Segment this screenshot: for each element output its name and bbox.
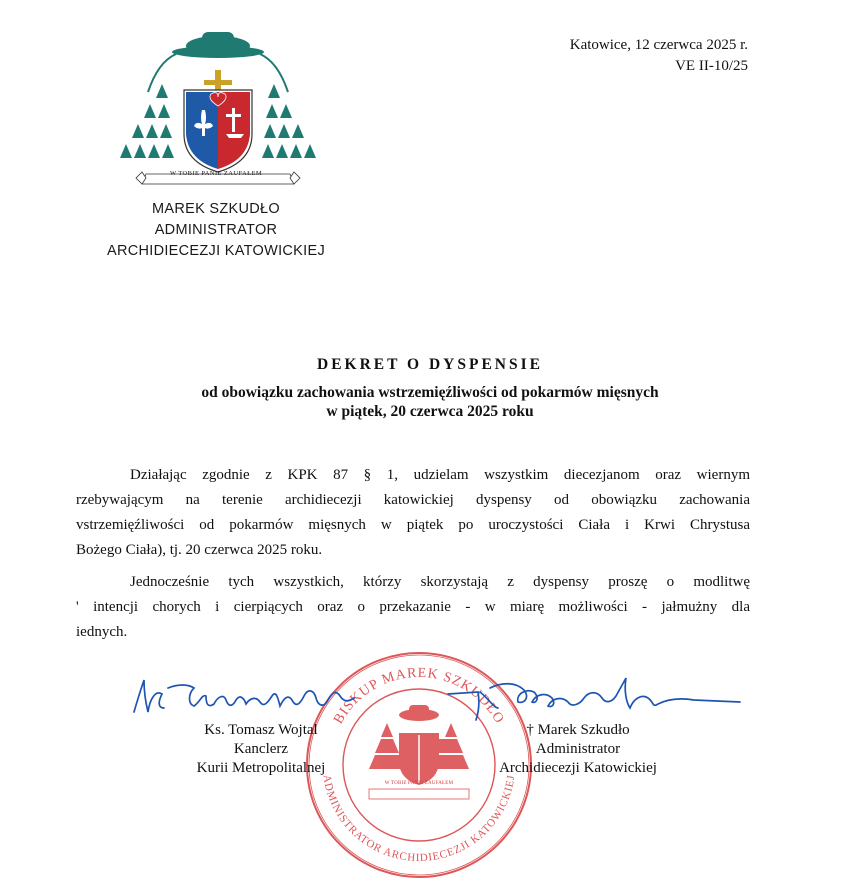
- paragraph-2-line: Jednocześnie tych wszystkich, którzy skorzystają z dyspensy proszę o modlitwę: [130, 574, 750, 590]
- decree-subtitle-line-2: w piątek, 20 czerwca 2025 roku: [326, 403, 534, 420]
- tassel-icon: [162, 144, 174, 158]
- coat-of-arms: [118, 22, 318, 192]
- tassel-icon: [134, 144, 146, 158]
- decree-subtitle-line-1: od obowiązku zachowania wstrzemięźliwości od pokarmów mięsnych: [201, 384, 659, 401]
- seal-ring-top: BISKUP MAREK SZKUDŁO: [331, 665, 507, 727]
- paragraph-2-line: ' intencji chorych i cierpiących oraz o przekazanie - w miarę możliwości - jałmużny dla: [76, 599, 750, 615]
- administrator-office: Archidiecezji Katowickiej: [499, 760, 657, 776]
- issuer-office: ARCHIDIECEZJI KATOWICKIEJ: [106, 243, 326, 259]
- tassel-icon: [158, 104, 170, 118]
- tassel-icon: [266, 104, 278, 118]
- chancellor-office: Kurii Metropolitalnej: [196, 760, 326, 776]
- chancellor-name: Ks. Tomasz Wojtal: [204, 722, 318, 738]
- tassel-icon: [120, 144, 132, 158]
- reference-number: VE II-10/25: [675, 58, 748, 74]
- chancellor-title: Kanclerz: [233, 741, 289, 757]
- issuer-name: MAREK SZKUDŁO: [152, 201, 280, 217]
- paragraph-1-line: Działając zgodnie z KPK 87 § 1, udzielam wszystkim diecezjanom oraz wiernym: [130, 467, 750, 483]
- tassel-icon: [144, 104, 156, 118]
- tassel-icon: [132, 124, 144, 138]
- tassel-icon: [262, 144, 274, 158]
- tassel-icon: [148, 144, 160, 158]
- decree-title: DEKRET O DYSPENSIE: [317, 356, 543, 373]
- tassel-icon: [264, 124, 276, 138]
- tassel-icon: [146, 124, 158, 138]
- chancellor-signature-block: [168, 721, 354, 778]
- tassel-icon: [156, 84, 168, 98]
- seal-ring-bottom: ADMINISTRATOR ARCHIDIECEZJI KATOWICKIEJ: [320, 773, 518, 865]
- administrator-name: † Marek Szkudło: [526, 722, 630, 738]
- tassel-icon: [276, 144, 288, 158]
- administrator-handwritten-signature: [420, 668, 750, 724]
- issuer-role: ADMINISTRATOR: [154, 222, 278, 238]
- paragraph-1-line: Bożego Ciała), tj. 20 czerwca 2025 roku.: [76, 542, 323, 558]
- tassel-icon: [292, 124, 304, 138]
- tassel-icon: [304, 144, 316, 158]
- tassel-icon: [268, 84, 280, 98]
- tassel-icon: [290, 144, 302, 158]
- tassel-icon: [160, 124, 172, 138]
- place-date: Katowice, 12 czerwca 2025 r.: [569, 37, 748, 53]
- paragraph-1-line: rzebywającym na terenie archidiecezji katowickiej dyspensy od obowiązku zachowania: [76, 492, 750, 508]
- paragraph-2-line: iednych.: [76, 624, 128, 640]
- coat-of-arms-motto: W TOBIE PANIE ZAUFAŁEM: [169, 170, 263, 177]
- paragraph-1-line: vstrzemięźliwości od pokarmów mięsnych w piątek po uroczystości Ciała i Krwi Chrystusa: [76, 517, 750, 533]
- tassel-icon: [280, 104, 292, 118]
- administrator-signature-block: [478, 721, 678, 778]
- administrator-title: Administrator: [535, 741, 621, 757]
- chancellor-handwritten-signature: [128, 668, 360, 724]
- seal-motto: W TOBIE PANIE ZAUFAŁEM: [384, 781, 454, 786]
- tassel-icon: [278, 124, 290, 138]
